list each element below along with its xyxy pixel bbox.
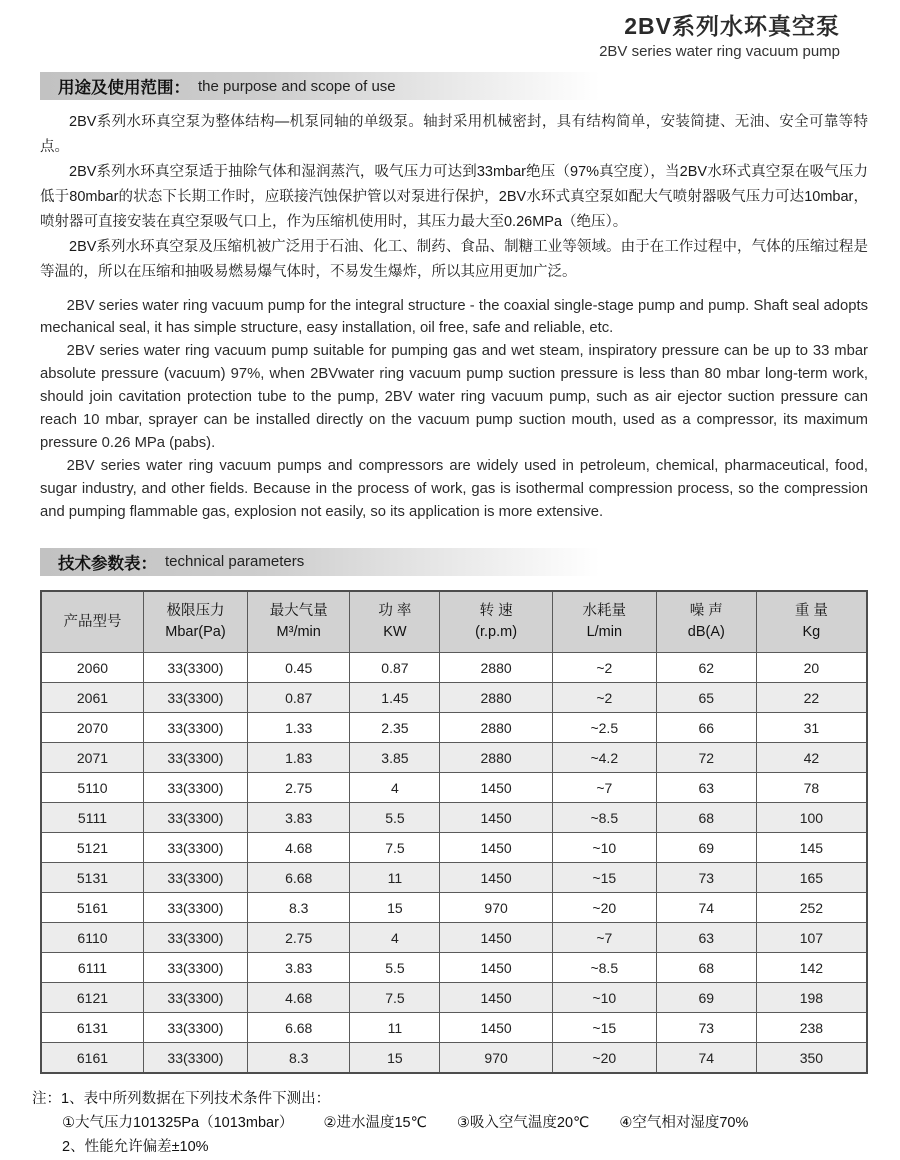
table-cell: 970: [440, 893, 552, 923]
note-line-2: [32, 1136, 868, 1160]
table-cell: 65: [656, 683, 756, 713]
table-row: [41, 1043, 867, 1073]
table-cell: 5.5: [350, 803, 440, 833]
section-heading-zh: 技术参数表：: [58, 554, 157, 573]
table-cell: ~4.2: [552, 743, 656, 773]
table-cell: 1450: [440, 983, 552, 1013]
table-cell: 33(3300): [143, 893, 247, 923]
table-cell: 33(3300): [143, 983, 247, 1013]
table-cell: ~2: [552, 683, 656, 713]
table-cell: 7.5: [350, 833, 440, 863]
table-column-header: 水耗量 L/min: [552, 591, 656, 653]
table-cell: 5161: [41, 893, 143, 923]
table-cell: 145: [756, 833, 867, 863]
table-cell: 33(3300): [143, 773, 247, 803]
table-cell: 33(3300): [143, 953, 247, 983]
table-row: [41, 683, 867, 713]
table-cell: 5110: [41, 773, 143, 803]
table-cell: 1.45: [350, 683, 440, 713]
chinese-paragraphs: [40, 110, 868, 285]
table-cell: ~7: [552, 923, 656, 953]
table-cell: ~2.5: [552, 713, 656, 743]
table-column-header: 功 率 KW: [350, 591, 440, 653]
table-cell: 4: [350, 923, 440, 953]
table-cell: 1450: [440, 923, 552, 953]
table-cell: 6161: [41, 1043, 143, 1073]
table-cell: 1450: [440, 773, 552, 803]
table-row: [41, 953, 867, 983]
table-column-header: 最大气量 M³/min: [247, 591, 349, 653]
section-header-parameters: [40, 548, 600, 576]
table-cell: 2.75: [247, 773, 349, 803]
table-cell: 1450: [440, 863, 552, 893]
table-row: [41, 743, 867, 773]
table-cell: 33(3300): [143, 923, 247, 953]
table-cell: 6121: [41, 983, 143, 1013]
table-cell: ~15: [552, 863, 656, 893]
table-cell: 15: [350, 893, 440, 923]
section-heading-zh: 用途及使用范围：: [58, 79, 190, 97]
table-cell: 2071: [41, 743, 143, 773]
table-cell: 31: [756, 713, 867, 743]
table-row: [41, 773, 867, 803]
table-header: [41, 591, 867, 653]
table-cell: 63: [656, 773, 756, 803]
table-row: [41, 653, 867, 683]
document-title-zh: 2BV系列水环真空泵: [624, 13, 840, 39]
table-cell: 74: [656, 893, 756, 923]
table-cell: 198: [756, 983, 867, 1013]
table-cell: 2.75: [247, 923, 349, 953]
note-text: 1、表中所列数据在下列技术条件下测出：: [61, 1090, 331, 1107]
note-text: 2、性能允许偏差±10%: [62, 1138, 209, 1155]
table-column-header: 重 量 Kg: [756, 591, 867, 653]
table-cell: 5131: [41, 863, 143, 893]
table-cell: ~10: [552, 833, 656, 863]
table-cell: ~2: [552, 653, 656, 683]
table-row: [41, 923, 867, 953]
paragraph-zh: 2BV系列水环真空泵为整体结构—机泵同轴的单级泵。轴封采用机械密封，具有结构简单，安装简捷、无油、安全可靠等特点。: [40, 114, 868, 155]
table-cell: 4.68: [247, 833, 349, 863]
table-cell: ~20: [552, 1043, 656, 1073]
table-cell: 1.33: [247, 713, 349, 743]
table-cell: 69: [656, 833, 756, 863]
table-cell: 142: [756, 953, 867, 983]
table-row: [41, 1013, 867, 1043]
table-cell: 6.68: [247, 1013, 349, 1043]
table-cell: ~15: [552, 1013, 656, 1043]
section-heading-en: the purpose and scope of use: [198, 77, 396, 95]
table-cell: 74: [656, 1043, 756, 1073]
section-heading-en: technical parameters: [165, 553, 305, 571]
table-row: [41, 863, 867, 893]
table-cell: 350: [756, 1043, 867, 1073]
table-header-row: [41, 591, 867, 653]
table-cell: 72: [656, 743, 756, 773]
table-cell: 63: [656, 923, 756, 953]
table-cell: 33(3300): [143, 713, 247, 743]
table-cell: ~7: [552, 773, 656, 803]
table-cell: ~10: [552, 983, 656, 1013]
table-cell: 6111: [41, 953, 143, 983]
note-prefix: 注：: [32, 1090, 61, 1107]
table-cell: 78: [756, 773, 867, 803]
table-row: [41, 833, 867, 863]
table-row: [41, 983, 867, 1013]
table-cell: 33(3300): [143, 863, 247, 893]
table-cell: 0.87: [247, 683, 349, 713]
table-cell: 107: [756, 923, 867, 953]
table-cell: 33(3300): [143, 743, 247, 773]
table-cell: 970: [440, 1043, 552, 1073]
note-condition: ④空气相对湿度70%: [619, 1114, 749, 1131]
table-cell: 20: [756, 653, 867, 683]
table-column-header: 噪 声 dB(A): [656, 591, 756, 653]
table-cell: 33(3300): [143, 1043, 247, 1073]
table-cell: 1.83: [247, 743, 349, 773]
table-cell: 165: [756, 863, 867, 893]
table-cell: 2061: [41, 683, 143, 713]
table-cell: 5.5: [350, 953, 440, 983]
paragraph-zh: 2BV系列水环真空泵适于抽除气体和湿润蒸汽，吸气压力可达到33mbar绝压（97%真空度），当2BV水环式真空泵在吸气压力低于80mbar的状态下长期工作时，应联接汽蚀保护管以对泵进行保护，2BV水环式真空泵如配大气喷射器吸气压力可达10mbar，喷射器可直接安装在真空泵吸气口上，作为压缩机使用时，其压力最大至0.26MPa（绝压）。: [40, 163, 868, 230]
table-column-header: 产品型号: [41, 591, 143, 653]
table-cell: 73: [656, 863, 756, 893]
note-condition: ③吸入空气温度20℃: [456, 1114, 590, 1131]
table-cell: 33(3300): [143, 833, 247, 863]
table-cell: 4.68: [247, 983, 349, 1013]
table-cell: 22: [756, 683, 867, 713]
table-cell: ~8.5: [552, 803, 656, 833]
paragraph-en: 2BV series water ring vacuum pump for the integral structure - the coaxial single-stage pump and pump. Shaft seal adopts mechanical seal, it has simple structure, easy installation, oil free, safe and reliable, etc.: [40, 297, 868, 337]
table-column-header: 极限压力 Mbar(Pa): [143, 591, 247, 653]
table-cell: 100: [756, 803, 867, 833]
table-cell: 1450: [440, 803, 552, 833]
table-cell: 66: [656, 713, 756, 743]
table-cell: 33(3300): [143, 803, 247, 833]
table-row: [41, 803, 867, 833]
technical-parameters-table: [40, 590, 868, 1074]
table-cell: 6110: [41, 923, 143, 953]
note-line-1: [32, 1088, 868, 1112]
table-cell: 1450: [440, 1013, 552, 1043]
table-cell: 2060: [41, 653, 143, 683]
table-cell: 5111: [41, 803, 143, 833]
table-cell: 3.85: [350, 743, 440, 773]
table-body: [41, 653, 867, 1073]
table-cell: 2880: [440, 683, 552, 713]
notes-block: [32, 1088, 868, 1160]
table-cell: 4: [350, 773, 440, 803]
table-cell: 7.5: [350, 983, 440, 1013]
paragraph-zh: 2BV系列水环真空泵及压缩机被广泛用于石油、化工、制药、食品、制糖工业等领域。由于在工作过程中，气体的压缩过程是等温的，所以在压缩和抽吸易燃易爆气体时，不易发生爆炸，所以其应用更加广泛。: [40, 238, 868, 280]
table-cell: 2880: [440, 713, 552, 743]
technical-parameters-table-wrap: [40, 590, 868, 1074]
note-conditions: [32, 1112, 868, 1136]
table-cell: 238: [756, 1013, 867, 1043]
table-cell: 6.68: [247, 863, 349, 893]
table-cell: 33(3300): [143, 653, 247, 683]
table-cell: 2.35: [350, 713, 440, 743]
table-cell: 69: [656, 983, 756, 1013]
document-title-block: [40, 8, 868, 60]
note-condition: ①大气压力101325Pa（1013mbar）: [62, 1114, 294, 1131]
table-cell: 62: [656, 653, 756, 683]
table-cell: 73: [656, 1013, 756, 1043]
table-cell: ~8.5: [552, 953, 656, 983]
table-row: [41, 893, 867, 923]
table-cell: 15: [350, 1043, 440, 1073]
table-cell: 3.83: [247, 953, 349, 983]
document-title-en: 2BV series water ring vacuum pump: [599, 43, 840, 60]
table-cell: 2880: [440, 743, 552, 773]
table-cell: 2880: [440, 653, 552, 683]
table-cell: 3.83: [247, 803, 349, 833]
table-cell: ~20: [552, 893, 656, 923]
table-cell: 11: [350, 863, 440, 893]
table-cell: 11: [350, 1013, 440, 1043]
table-cell: 0.45: [247, 653, 349, 683]
table-cell: 252: [756, 893, 867, 923]
table-cell: 5121: [41, 833, 143, 863]
paragraph-en: 2BV series water ring vacuum pumps and compressors are widely used in petroleum, chemical, pharmaceutical, food, sugar industry, and other fields. Because in the process of work, gas is isothermal compression process, so the compression and pumping flammable gas, explosion not easily, so its application is more extensive.: [40, 458, 868, 520]
table-cell: 8.3: [247, 893, 349, 923]
table-cell: 33(3300): [143, 683, 247, 713]
table-cell: 6131: [41, 1013, 143, 1043]
english-paragraphs: [40, 295, 868, 524]
table-cell: 2070: [41, 713, 143, 743]
table-column-header: 转 速 (r.p.m): [440, 591, 552, 653]
paragraph-en: 2BV series water ring vacuum pump suitable for pumping gas and wet steam, inspiratory pressure can be up to 33 mbar absolute pressure (vacuum) 97%, when 2BVwater ring vacuum pump suction pressure is less than 80 mbar long-term work, should join cavitation protection tube to the pump, 2BV water ring vacuum pump, such as air ejector suction pressure can reach 10 mbar, sprayer can be installed directly on the vacuum pump suction mouth, used as a compressor, its maximum pressure 0.26 MPa (pabs).: [40, 343, 868, 452]
table-cell: 42: [756, 743, 867, 773]
table-cell: 1450: [440, 953, 552, 983]
table-cell: 8.3: [247, 1043, 349, 1073]
table-cell: 1450: [440, 833, 552, 863]
note-condition: ②进水温度15℃: [323, 1114, 427, 1131]
table-cell: 68: [656, 953, 756, 983]
table-row: [41, 713, 867, 743]
section-header-purpose: [40, 72, 600, 100]
table-cell: 33(3300): [143, 1013, 247, 1043]
table-cell: 0.87: [350, 653, 440, 683]
table-cell: 68: [656, 803, 756, 833]
